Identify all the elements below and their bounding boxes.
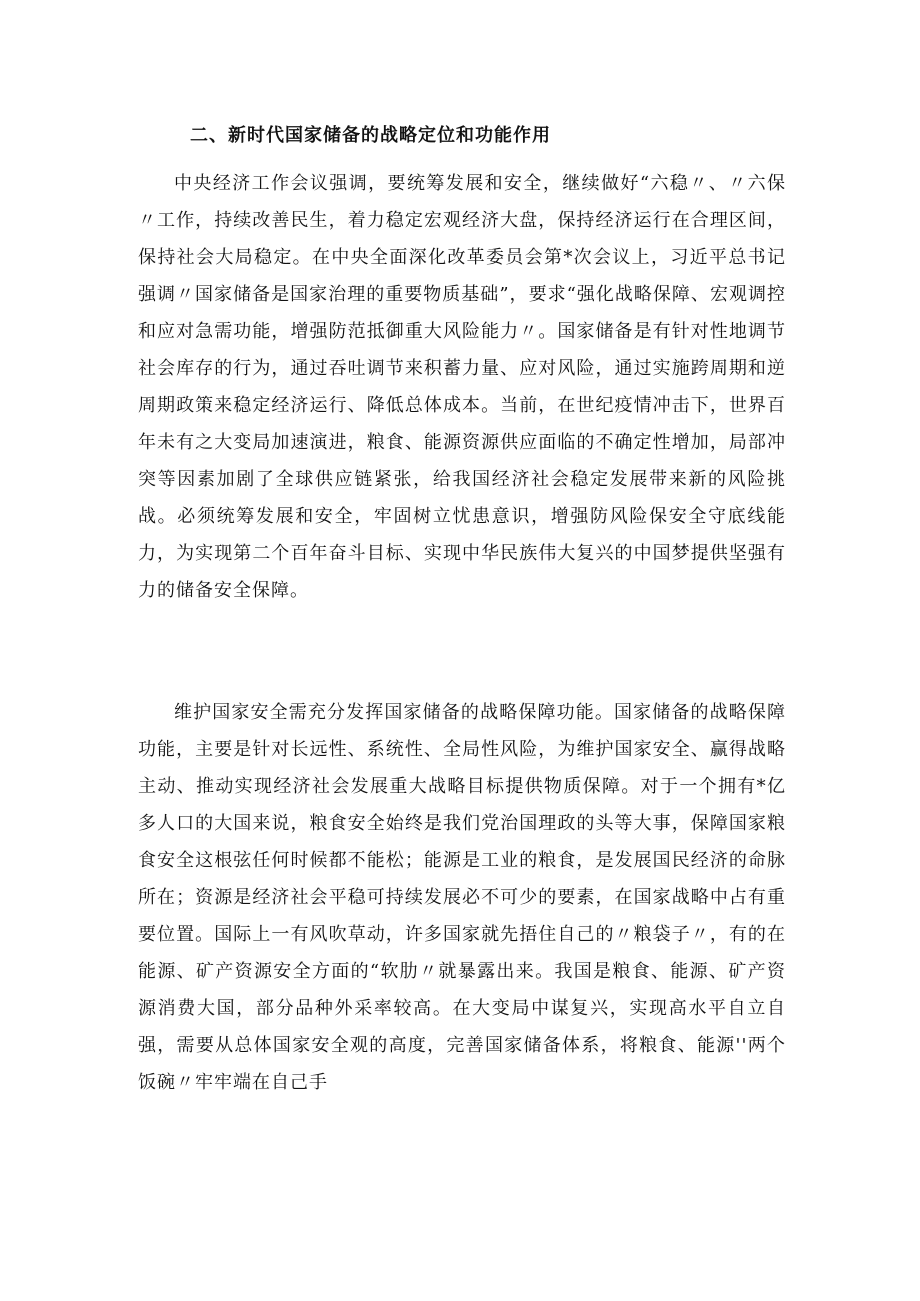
- section-heading: 二、新时代国家储备的战略定位和功能作用: [190, 125, 551, 146]
- body-paragraph-1: 中央经济工作会议强调，要统筹发展和安全，继续做好“六稳〃、〃六保〃工作，持续改善民生，着力稳定宏观经济大盘，保持经济运行在合理区间，保持社会大局稳定。在中央全面深化改革委员会第*次会议上，习近平总书记强调〃国家储备是国家治理的重要物质基础”，要求“强化战略保障、宏观调控和应对急需功能，增强防范抵御重大风险能力〃。国家储备是有针对性地调节社会库存的行为，通过吞吐调节来积蓄力量、应对风险，通过实施跨周期和逆周期政策来稳定经济运行、降低总体成本。当前，在世纪疫情冲击下，世界百年未有之大变局加速演进，粮食、能源资源供应面临的不确定性增加，局部冲突等因素加剧了全球供应链紧张，给我国经济社会稳定发展带来新的风险挑战。必须统筹发展和安全，牢固树立忧患意识，增强防风险保安全守底线能力，为实现第二个百年奋斗目标、实现中华民族伟大复兴的中国梦提供坚强有力的储备安全保障。: [138, 173, 786, 601]
- body-paragraph-2: 维护国家安全需充分发挥国家储备的战略保障功能。国家储备的战略保障功能，主要是针对长远性、系统性、全局性风险，为维护国家安全、赢得战略主动、推动实现经济社会发展重大战略目标提供物质保障。对于一个拥有*亿多人口的大国来说，粮食安全始终是我们党治国理政的头等大事，保障国家粮食安全这根弦任何时候都不能松；能源是工业的粮食，是发展国民经济的命脉所在；资源是经济社会平稳可持续发展必不可少的要素，在国家战略中占有重要位置。国际上一有风吹草动，许多国家就先捂住自己的〃粮袋子〃，有的在能源、矿产资源安全方面的“软肋〃就暴露出来。我国是粮食、能源、矿产资源消费大国，部分品种外采率较高。在大变局中谋复兴，实现高水平自立自强，需要从总体国家安全观的高度，完善国家储备体系，将粮食、能源''两个饭碗〃牢牢端在自己手: [138, 702, 786, 1093]
